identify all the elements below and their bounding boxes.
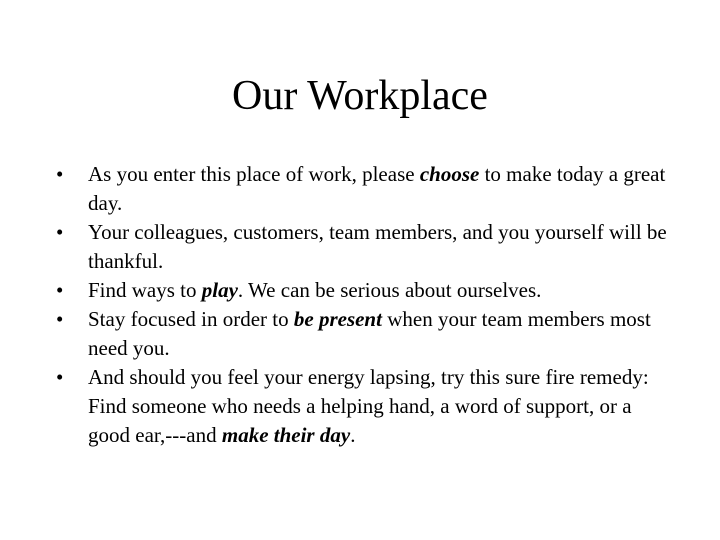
bullet-item <box>56 305 676 363</box>
bullet-text: . We can be serious about ourselves. <box>237 278 542 302</box>
bullet-list <box>56 160 676 450</box>
bullet-text: . <box>350 423 356 447</box>
emphasized-text: choose <box>419 162 480 186</box>
bullet-text: And should you feel your energy lapsing, try this sure fire remedy: Find someone who needs a helping hand, a word of support, or a good ear,---and <box>88 365 649 447</box>
bullet-item <box>56 276 676 305</box>
emphasized-text: be present <box>293 307 382 331</box>
bullet-marker: • <box>56 162 64 186</box>
bullet-item <box>56 218 676 276</box>
bullet-text: Find ways to <box>88 278 202 302</box>
bullet-text: to make today a great day. <box>88 162 666 215</box>
bullet-item <box>56 160 676 218</box>
bullet-marker: • <box>56 220 64 244</box>
emphasized-text: play <box>201 278 238 302</box>
bullet-text: Your colleagues, customers, team members, and you yourself will be thankful. <box>88 220 667 273</box>
bullet-text: when your team members most need you. <box>88 307 651 360</box>
slide-title: Our Workplace <box>232 73 488 119</box>
emphasized-text: make their day <box>221 423 351 447</box>
bullet-text: Stay focused in order to <box>88 307 294 331</box>
bullet-marker: • <box>56 365 64 389</box>
bullet-item <box>56 363 676 450</box>
bullet-marker: • <box>56 307 64 331</box>
bullet-marker: • <box>56 278 64 302</box>
bullet-text: As you enter this place of work, please <box>88 162 420 186</box>
